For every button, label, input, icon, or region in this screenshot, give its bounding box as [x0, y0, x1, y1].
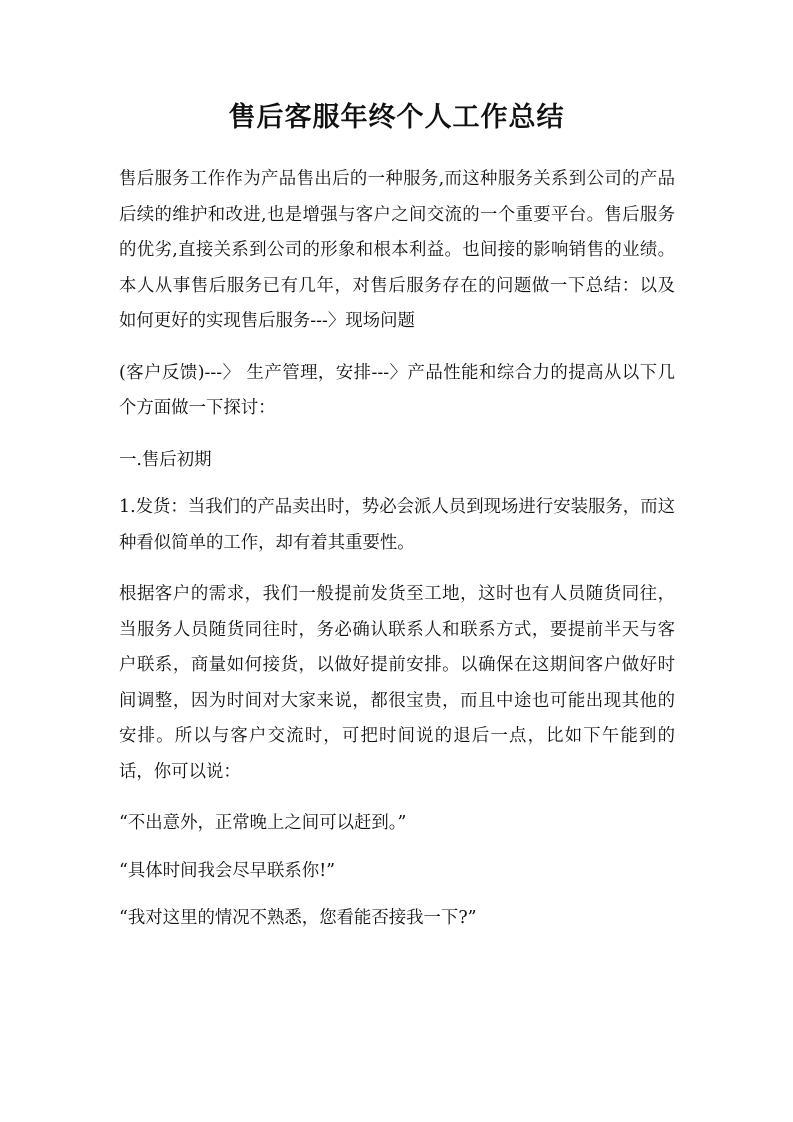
quote-3: “我对这里的情况不熟悉，您看能否接我一下?”: [119, 908, 477, 928]
paragraph-intro: 售后服务工作作为产品售出后的一种服务,而这种服务关系到公司的产品后续的维护和改进,也是增强与客户之间交流的一个重要平台。售后服务的优劣,直接关系到公司的形象和根本利益。也间接的影响销售的业绩。本人从事售后服务已有几年，对售后服务存在的问题做一下总结：以及如何更好的实现售后服务---〉现场问题: [119, 169, 675, 331]
quote-2: “具体时间我会尽早联系你!”: [119, 860, 336, 881]
document-body: [119, 162, 675, 949]
paragraph-shipping: 1.发货：当我们的产品卖出时，势必会派人员到现场进行安装服务，而这种看似简单的工作，却有着其重要性。: [119, 497, 675, 553]
section-heading: 一.售后初期: [119, 449, 212, 470]
quote-1: “不出意外，正常晚上之间可以赶到。”: [119, 813, 407, 833]
paragraph-customer-needs: 根据客户的需求，我们一般提前发货至工地，这时也有人员随货同往，当服务人员随货同往时，务必确认联系人和联系方式，要提前半天与客户联系，商量如何接货，以做好提前安排。以确保在这期间客户做好时间调整，因为时间对大家来说，都很宝贵，而且中途也可能出现其他的安排。所以与客户交流时，可把时间说的退后一点，比如下午能到的话，你可以说：: [119, 584, 675, 782]
paragraph-discussion: (客户反馈)---〉 生产管理，安排---〉产品性能和综合力的提高从以下几个方面做一下探讨：: [119, 362, 675, 418]
document-title: 售后客服年终个人工作总结: [228, 102, 565, 133]
